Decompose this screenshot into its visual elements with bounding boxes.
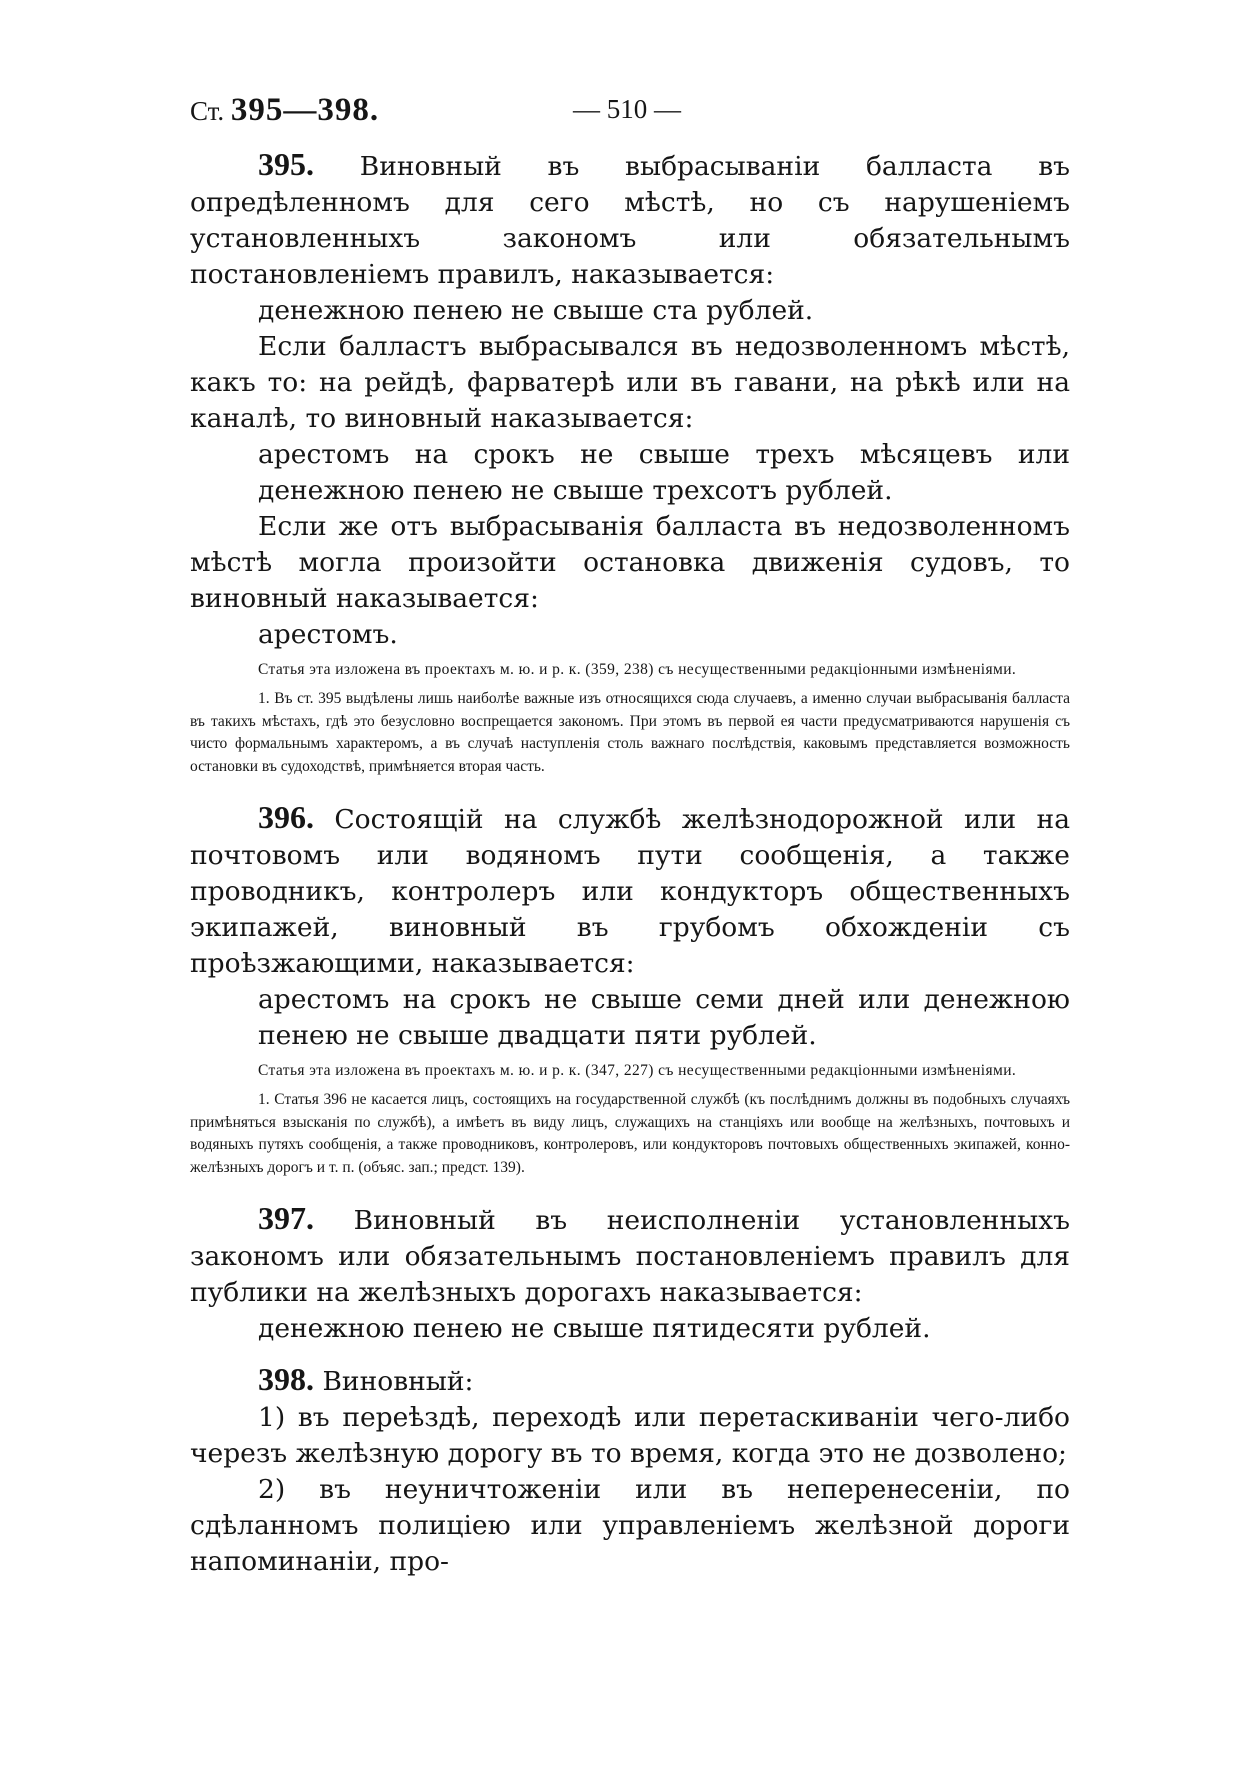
article-395 — [190, 146, 1070, 779]
commentary-note: 1. Статья 396 не касается лицъ, состоящихъ на государственной службѣ (къ послѣднимъ должны въ подобныхъ случаяхъ примѣняться взысканія по службѣ), а имѣетъ въ виду лицъ, служащихъ на станціяхъ или вообще на желѣзныхъ, почтовыхъ и водяныхъ путяхъ сообщенія, а также проводниковъ, контролеровъ, или кондукторовъ почтовыхъ общественныхъ экипажей, конно-желѣзныхъ дорогъ и т. п. (объяс. зап.; предст. 139). — [190, 1090, 1070, 1177]
article-text: Виновный въ неисполненіи установленныхъ закономъ или обязательнымъ постановленіемъ правилъ для публики на желѣзныхъ дорогахъ наказывается: — [190, 1204, 1070, 1308]
article-number: 395. — [258, 146, 314, 182]
penalty: денежною пенею не свыше пятидесяти рублей. — [258, 1312, 931, 1344]
source-note: Статья эта изложена въ проектахъ м. ю. и р. к. (347, 227) съ несущественными редакціонными измѣненіями. — [258, 1061, 1017, 1079]
article-text: Виновный: — [322, 1365, 474, 1397]
list-item: 2) въ неуничтоженіи или въ неперенесеніи, по сдѣланномъ полиціею или управленіемъ желѣзной дороги напоминаніи, про- — [190, 1473, 1070, 1577]
article-prefix: Ст. — [190, 96, 225, 126]
paragraph: Если же отъ выбрасыванія балласта въ недозволенномъ мѣстѣ могла произойти остановка движенія судовъ, то виновный наказывается: — [190, 511, 1070, 614]
article-number: 398. — [258, 1360, 314, 1397]
article-text: Состоящій на службѣ желѣзнодорожной или на почтовомъ или водяномъ пути сообщенія, а также проводникъ, контролеръ или кондукторъ общественныхъ экипажей, виновный въ грубомъ обхожденіи съ проѣзжающими, наказывается: — [190, 803, 1070, 979]
document-page — [190, 92, 1070, 1580]
source-note: Статья эта изложена въ проектахъ м. ю. и р. к. (359, 238) съ несущественными редакціонными измѣненіями. — [258, 661, 1017, 678]
running-head — [190, 92, 379, 129]
penalty: арестомъ на срокъ не свыше семи дней или денежною пенею не свыше двадцати пяти рублей. — [258, 983, 1070, 1051]
article-396 — [190, 799, 1070, 1180]
article-397-body — [190, 1200, 1070, 1311]
page-number: — 510 — — [573, 94, 681, 124]
article-number: 396. — [258, 798, 314, 835]
penalty: арестомъ. — [258, 619, 398, 650]
list-item: 1) въ переѣздѣ, переходѣ или перетаскиваніи чего-либо черезъ желѣзную дорогу въ то время, когда это не дозволено; — [190, 1401, 1070, 1469]
article-397 — [190, 1200, 1070, 1347]
article-range: 395—398. — [230, 92, 380, 128]
paragraph: Если балластъ выбрасывался въ недозволенномъ мѣстѣ, какъ то: на рейдѣ, фарватерѣ или въ гавани, на рѣкѣ или на каналѣ, то виновный наказывается: — [190, 331, 1070, 434]
commentary-note: 1. Въ ст. 395 выдѣлены лишь наиболѣе важные изъ относящихся сюда случаевъ, а именно случаи выбрасыванія балласта въ такихъ мѣстахъ, гдѣ это безусловно воспрещается закономъ. При этомъ въ первой ея части предусматриваются нарушенія съ чисто формальнымъ характеромъ, а въ случаѣ наступленія столь важнаго послѣдствія, каковымъ представляется возможность остановки въ судоходствѣ, примѣняется вторая часть. — [190, 689, 1070, 776]
article-number: 397. — [258, 1199, 314, 1236]
article-395-body — [190, 146, 1070, 293]
penalty: арестомъ на срокъ не свыше трехъ мѣсяцевъ или денежною пенею не свыше трехсотъ рублей. — [258, 439, 1070, 506]
penalty: денежною пенею не свыше ста рублей. — [258, 295, 814, 326]
page-header — [190, 92, 1070, 146]
article-text: Виновный въ выбрасываніи балласта въ опредѣленномъ для сего мѣстѣ, но съ нарушеніемъ установленныхъ закономъ или обязательнымъ постановленіемъ правилъ, наказывается: — [190, 151, 1070, 290]
article-398-body — [190, 1361, 1070, 1400]
article-396-body — [190, 799, 1070, 982]
article-398 — [190, 1361, 1070, 1580]
